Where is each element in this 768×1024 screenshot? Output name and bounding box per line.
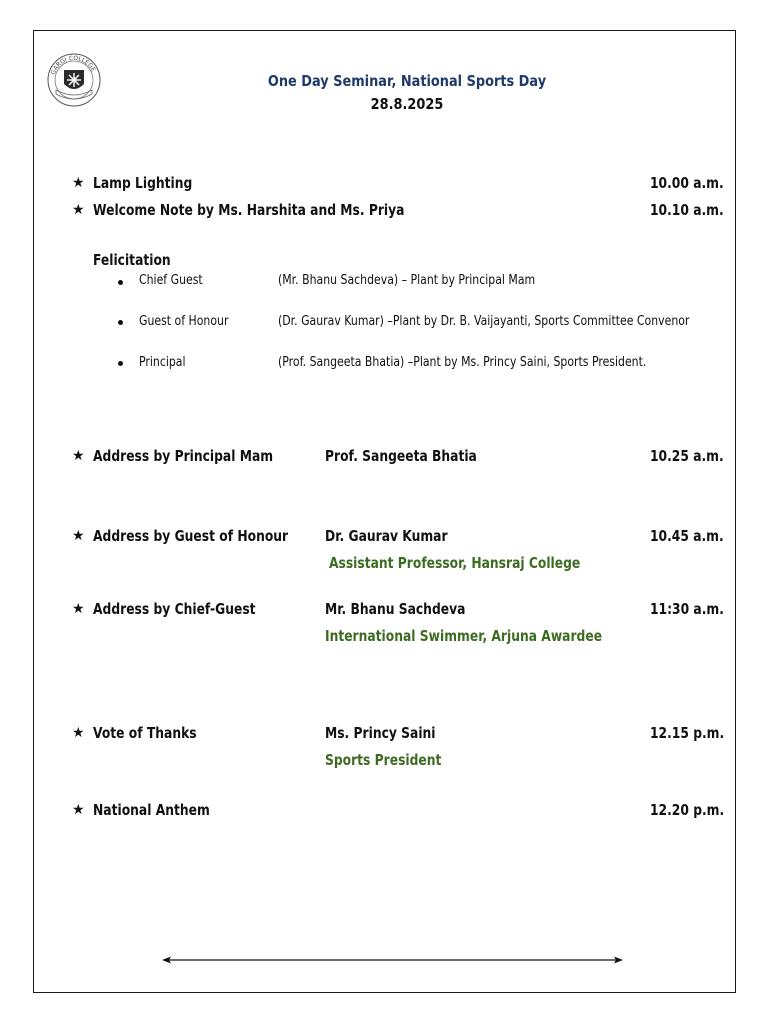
felicitation-heading: Felicitation (93, 251, 171, 269)
address-principal-speaker: Prof. Sangeeta Bhatia (325, 447, 477, 465)
star-bullet-icon: ★ (72, 448, 85, 464)
address-guest-speaker: Dr. Gaurav Kumar (325, 527, 448, 545)
address-principal-time: 10.25 a.m. (650, 447, 724, 465)
vote-of-thanks-speaker: Ms. Princy Saini (325, 724, 436, 742)
vote-of-thanks-designation: Sports President (325, 751, 442, 769)
bullet-icon (118, 361, 123, 366)
national-anthem-time: 12.20 p.m. (650, 801, 725, 819)
address-chief-label: Address by Chief-Guest (93, 600, 256, 618)
address-chief-time: 11:30 a.m. (650, 600, 724, 618)
star-bullet-icon: ★ (72, 528, 85, 544)
page-title: One Day Seminar, National Sports Day (267, 72, 547, 90)
address-principal-label: Address by Principal Mam (93, 447, 274, 465)
felicitation-detail: (Mr. Bhanu Sachdeva) – Plant by Principal Mam (278, 273, 536, 288)
bullet-icon (118, 280, 123, 285)
felicitation-role: Guest of Honour (139, 314, 229, 329)
star-bullet-icon: ★ (72, 802, 85, 818)
felicitation-detail: (Prof. Sangeeta Bhatia) –Plant by Ms. Princy Saini, Sports President. (278, 355, 647, 370)
national-anthem-label: National Anthem (93, 801, 210, 819)
event-date: 28.8.2025 (370, 95, 444, 113)
felicitation-role: Chief Guest (139, 273, 203, 288)
address-guest-designation: Assistant Professor, Hansraj College (329, 554, 581, 572)
welcome-note-time: 10.10 a.m. (650, 201, 724, 219)
double-arrow-divider (160, 952, 625, 968)
bullet-icon (118, 320, 123, 325)
address-guest-time: 10.45 a.m. (650, 527, 724, 545)
star-bullet-icon: ★ (72, 175, 85, 191)
star-bullet-icon: ★ (72, 601, 85, 617)
star-bullet-icon: ★ (72, 725, 85, 741)
star-bullet-icon: ★ (72, 202, 85, 218)
address-guest-label: Address by Guest of Honour (93, 527, 289, 545)
felicitation-role: Principal (139, 355, 186, 370)
svg-text:GARGI COLLEGE: GARGI COLLEGE (49, 54, 97, 76)
vote-of-thanks-time: 12.15 p.m. (650, 724, 725, 742)
welcome-note-label: Welcome Note by Ms. Harshita and Ms. Priya (93, 201, 405, 219)
felicitation-detail: (Dr. Gaurav Kumar) –Plant by Dr. B. Vaijayanti, Sports Committee Convenor (278, 314, 690, 329)
address-chief-speaker: Mr. Bhanu Sachdeva (325, 600, 466, 618)
address-chief-designation: International Swimmer, Arjuna Awardee (325, 627, 603, 645)
lamp-lighting-label: Lamp Lighting (93, 174, 193, 192)
lamp-lighting-time: 10.00 a.m. (650, 174, 724, 192)
vote-of-thanks-label: Vote of Thanks (93, 724, 197, 742)
